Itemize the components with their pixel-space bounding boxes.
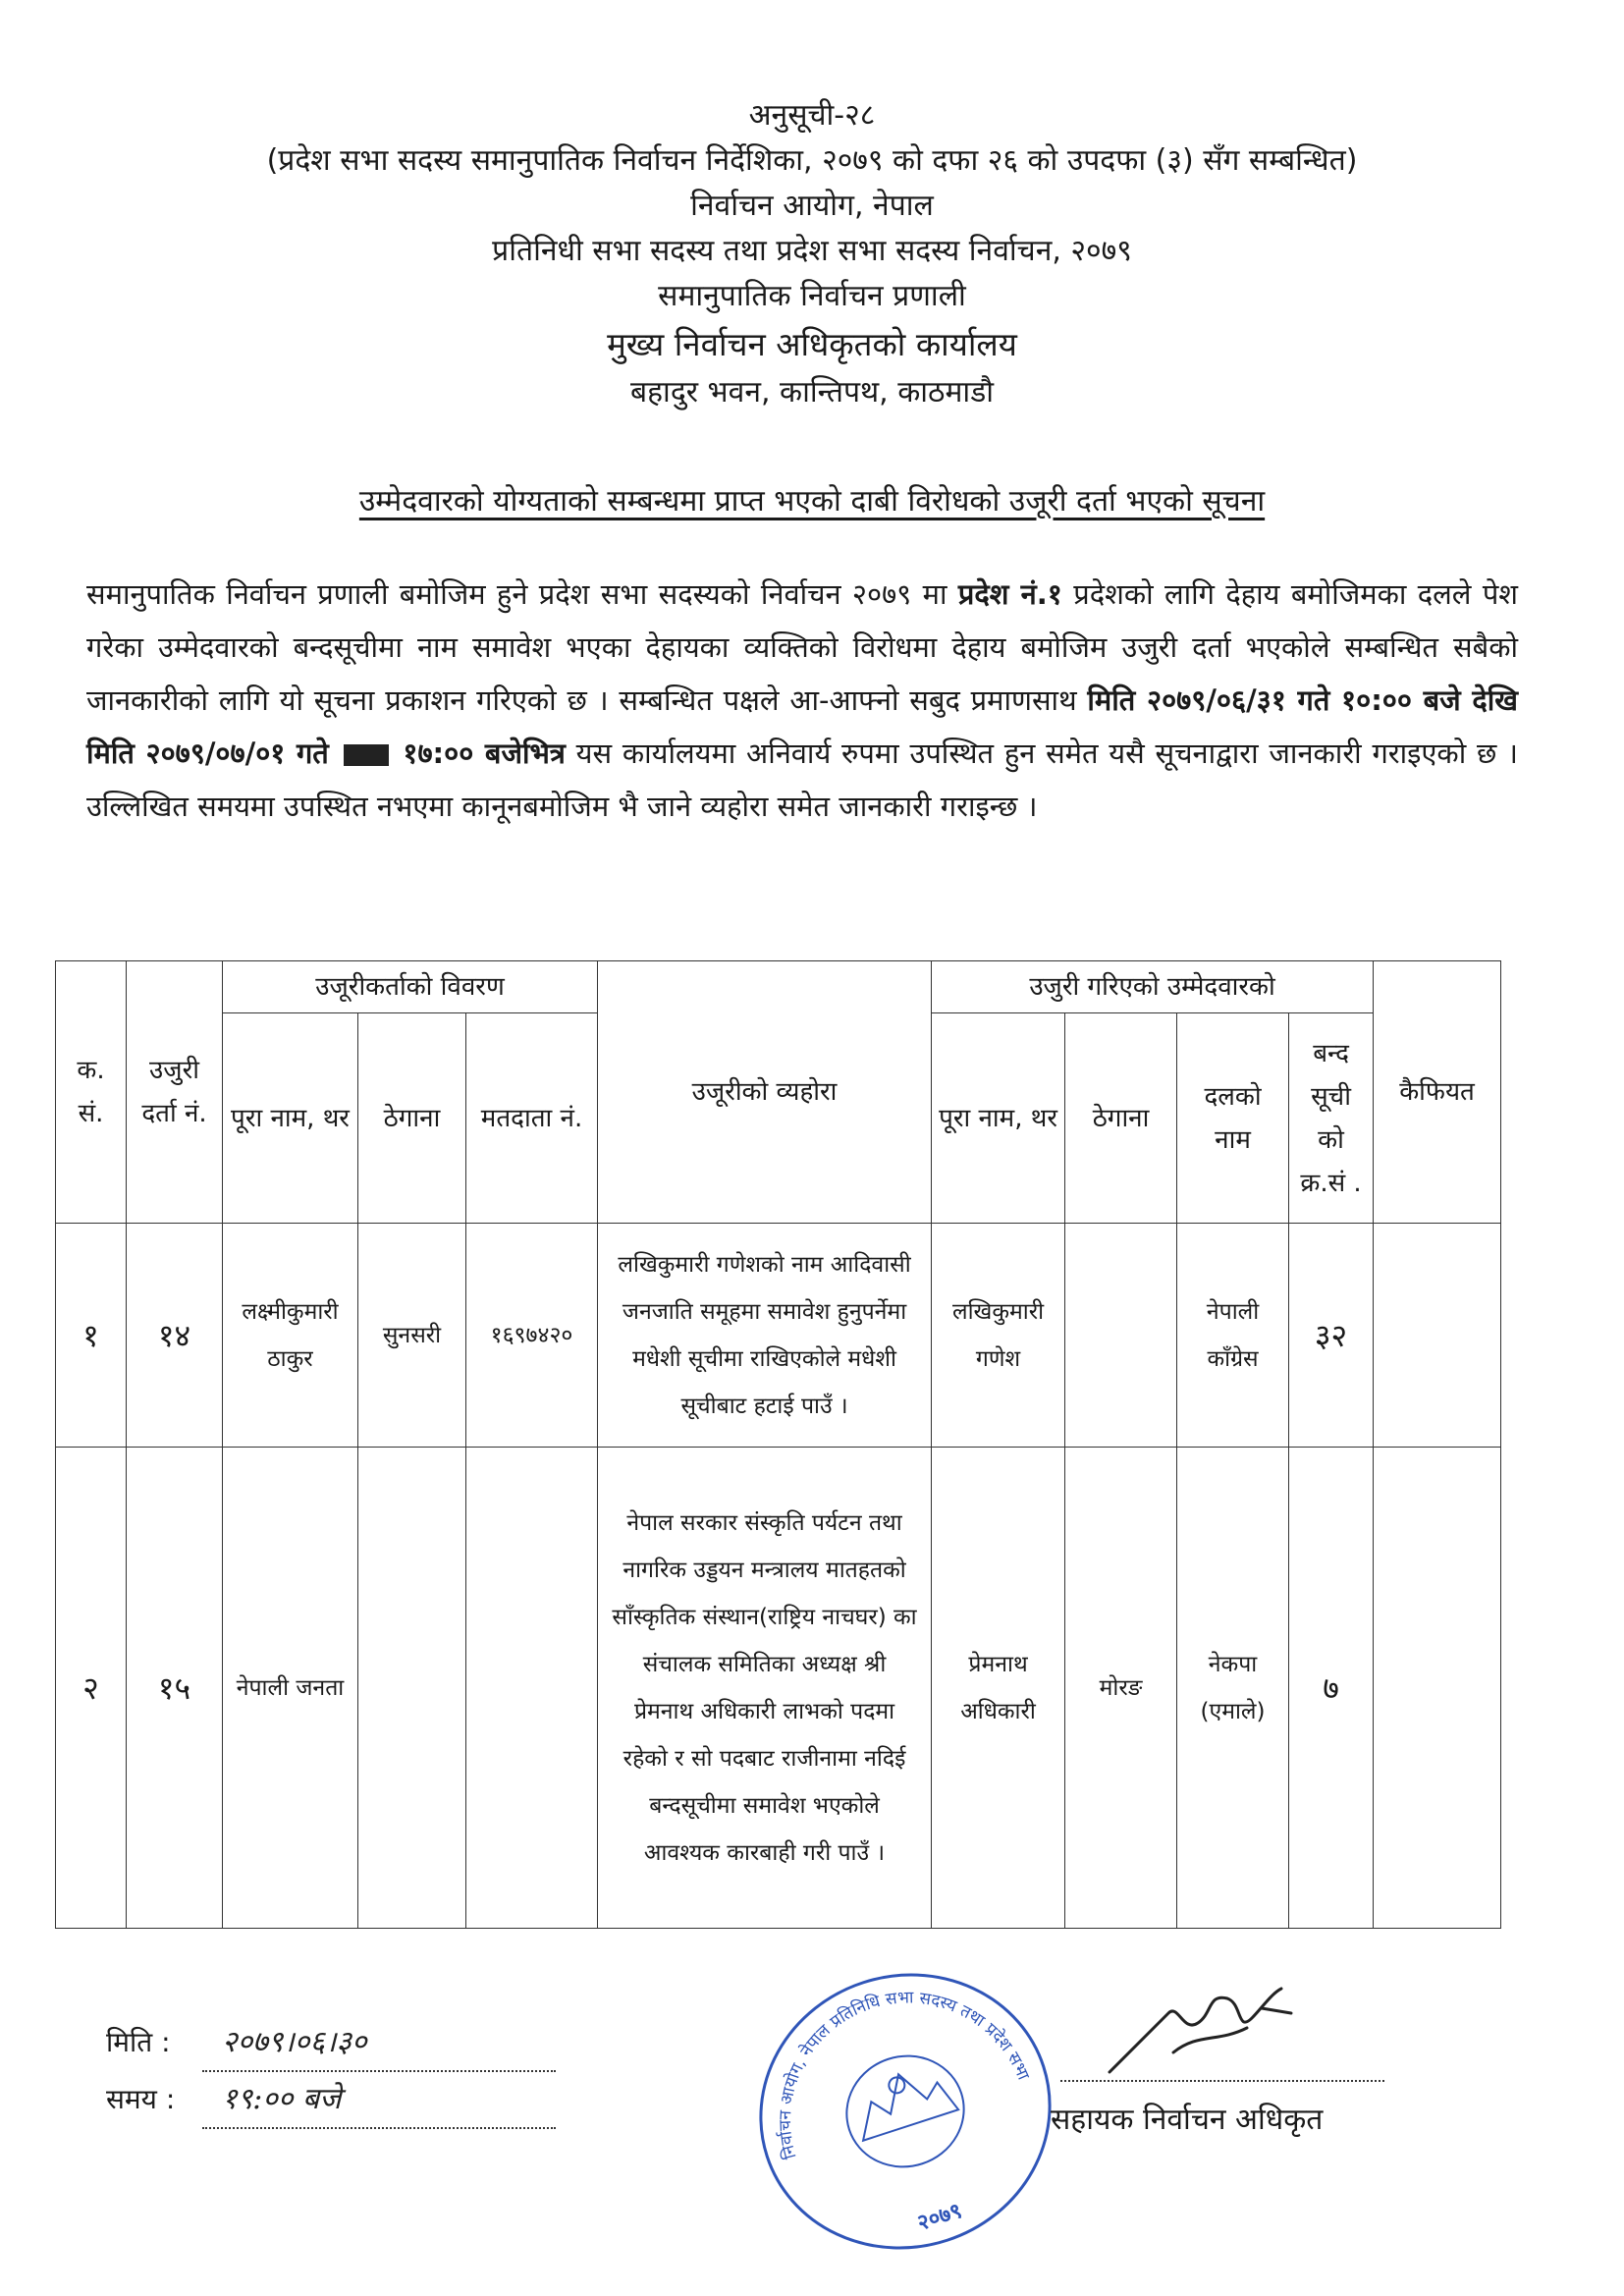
row-candidate-name: प्रेमनाथ अधिकारी xyxy=(932,1448,1065,1929)
row-remarks xyxy=(1374,1224,1501,1448)
col-reg-no-header: उजुरी दर्ता नं. xyxy=(127,961,223,1224)
row-remarks xyxy=(1374,1448,1501,1929)
notice-title xyxy=(0,479,1624,519)
candidate-group-header: उजुरी गरिएको उम्मेदवारको xyxy=(932,961,1374,1013)
row-reg-no: १४ xyxy=(127,1224,223,1448)
table-header-row-1 xyxy=(56,961,1501,1013)
schedule-reference: (प्रदेश सभा सदस्य समानुपातिक निर्वाचन निर्देशिका, २०७९ को दफा २६ को उपदफा (३) सँग सम्बन्धित) xyxy=(266,143,1358,178)
row-reg-no: १५ xyxy=(127,1448,223,1929)
complainant-group-header: उजूरीकर्ताको विवरण xyxy=(223,961,598,1013)
commission-name: निर्वाचन आयोग, नेपाल xyxy=(690,189,934,223)
date-label: मिति : xyxy=(106,2026,171,2058)
row-list-no: ७ xyxy=(1289,1448,1374,1929)
time-label: समय : xyxy=(106,2083,176,2115)
body-part-2: प्रदेशको लागि देहाय बमोजिमका दलले पेश गरेका उम्मेदवारको बन्दसूचीमा नाम समावेश भएका देहायका व्यक्तिको विरोधमा देहाय बमोजिम उजुरी दर्ता भएकोले सम्बन्धित सबैको जानकारीको लागि यो सूचना प्रकाशन गरिएको छ । सम्बन्धित पक्षले आ-आफ्नो सबुद प्रमाणसाथ xyxy=(86,577,1519,717)
col-list-no-header: बन्द सूची को क्र.सं . xyxy=(1289,1013,1374,1224)
row-sn: २ xyxy=(56,1448,127,1929)
signature-line xyxy=(1060,2080,1384,2082)
mountain-emblem-icon xyxy=(847,2060,958,2141)
date-row xyxy=(106,2015,556,2072)
col-candidate-name-header: पूरा नाम, थर xyxy=(932,1013,1065,1224)
row-sn: १ xyxy=(56,1224,127,1448)
office-address: बहादुर भवन, कान्तिपथ, काठमाडौ xyxy=(629,375,995,410)
table-row xyxy=(56,1448,1501,1929)
stamp-text: निर्वाचन आयोग, नेपाल प्रतिनिधि सभा सदस्य तथा प्रदेश सभा xyxy=(775,1988,1034,2161)
stamp-year: २०७९ xyxy=(914,2198,965,2236)
handwritten-signature xyxy=(1090,1974,1326,2082)
col-complainant-address-header: ठेगाना xyxy=(358,1013,466,1224)
col-voter-no-header: मतदाता नं. xyxy=(466,1013,598,1224)
election-name: प्रतिनिधी सभा सदस्य तथा प्रदेश सभा सदस्य निर्वाचन, २०७९ xyxy=(492,234,1132,268)
row-complaint: लखिकुमारी गणेशको नाम आदिवासी जनजाति समूहमा समावेश हुनुपर्नेमा मधेशी सूचीमा राखिएकोले मधेशी सूचीबाट हटाई पाउँ । xyxy=(598,1224,932,1448)
row-complaint: नेपाल सरकार संस्कृति पर्यटन तथा नागरिक उड्डयन मन्त्रालय मातहतको साँस्कृतिक संस्थान(राष्ट्रिय नाचघर) का संचालक समितिका अध्यक्ष श्री प्रेमनाथ अधिकारी लाभको पदमा रहेको र सो पदबाट राजीनामा नदिई बन्दसूचीमा समावेश भएकोले आवश्यक कारबाही गरी पाउँ । xyxy=(598,1448,932,1929)
col-complaint-header: उजूरीको व्यहोरा xyxy=(598,961,932,1224)
notice-title-text: उम्मेदवारको योग्यताको सम्बन्धमा प्राप्त भएको दाबी विरोधको उजूरी दर्ता भएको सूचना xyxy=(358,484,1266,519)
col-complainant-name-header: पूरा नाम, थर xyxy=(223,1013,358,1224)
notice-body xyxy=(86,568,1518,833)
document-header xyxy=(0,93,1624,415)
col-candidate-address-header: ठेगाना xyxy=(1065,1013,1177,1224)
row-complainant-address xyxy=(358,1448,466,1929)
stamp-inner-ring xyxy=(833,2041,979,2182)
signatory-title: सहायक निर्वाचन अधिकृत xyxy=(1051,2103,1324,2137)
row-complainant-address: सुनसरी xyxy=(358,1224,466,1448)
table-row xyxy=(56,1224,1501,1448)
row-list-no: ३२ xyxy=(1289,1224,1374,1448)
body-time-bold: १७:०० बजेभित्र xyxy=(403,737,566,770)
row-voter-no: १६९७४२० xyxy=(466,1224,598,1448)
body-province-bold: प्रदेश नं.१ xyxy=(957,577,1062,611)
row-candidate-address xyxy=(1065,1224,1177,1448)
date-time-block xyxy=(106,2015,556,2129)
date-value: २०७९।०६।३० xyxy=(202,2015,556,2072)
row-candidate-address: मोरङ xyxy=(1065,1448,1177,1929)
election-system: समानुपातिक निर्वाचन प्रणाली xyxy=(658,279,966,313)
row-complainant-name: नेपाली जनता xyxy=(223,1448,358,1929)
row-candidate-name: लखिकुमारी गणेश xyxy=(932,1224,1065,1448)
body-part-1: समानुपातिक निर्वाचन प्रणाली बमोजिम हुने प्रदेश सभा सदस्यको निर्वाचन २०७९ मा xyxy=(86,577,947,611)
row-party: नेकपा (एमाले) xyxy=(1177,1448,1289,1929)
complaints-table xyxy=(55,960,1501,1929)
col-party-header: दलको नाम xyxy=(1177,1013,1289,1224)
office-name: मुख्य निर्वाचन अधिकृतको कार्यालय xyxy=(607,325,1017,363)
body-part-3: यस कार्यालयमा अनिवार्य रुपमा उपस्थित हुन समेत यसै सूचनाद्वारा जानकारी गराइएको छ । उल्लिखित समयमा उपस्थित नभएमा कानूनबमोजिम भै जाने व्यहोरा समेत जानकारी गराइन्छ । xyxy=(86,737,1519,823)
row-complainant-name: लक्ष्मीकुमारी ठाकुर xyxy=(223,1224,358,1448)
row-voter-no xyxy=(466,1448,598,1929)
col-remarks-header: कैफियत xyxy=(1374,961,1501,1224)
time-value: १९:०० बजे xyxy=(202,2072,556,2129)
time-row xyxy=(106,2072,556,2129)
schedule-number: अनुसूची-२८ xyxy=(748,98,876,133)
body-date-bold: मिति २०७९/०६/३१ गते १०:०० बजे देखि मिति २०७९/०७/०१ गते xyxy=(86,683,1519,770)
redaction-mark xyxy=(344,744,389,766)
row-party: नेपाली काँग्रेस xyxy=(1177,1224,1289,1448)
office-stamp xyxy=(748,1964,1062,2259)
col-sn-header: क. सं. xyxy=(56,961,127,1224)
